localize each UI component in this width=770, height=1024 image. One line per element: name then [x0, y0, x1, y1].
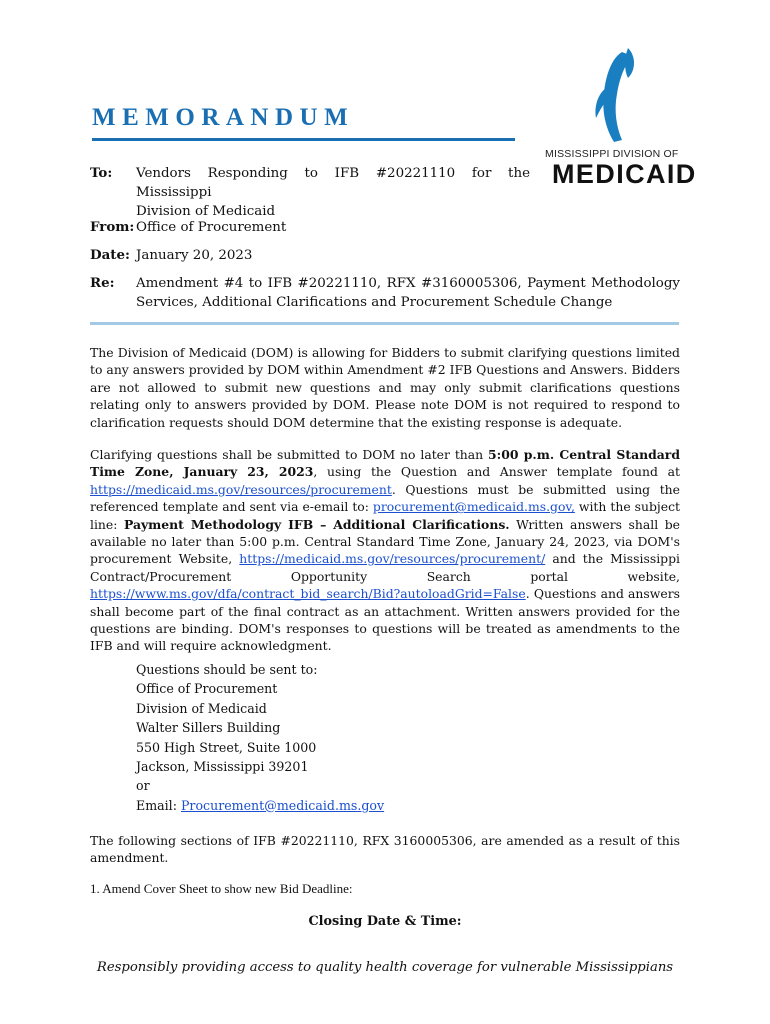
clarifying-paragraph — [90, 446, 680, 655]
title-divider — [92, 138, 515, 141]
address-email-line — [136, 796, 384, 815]
address-line-6: Jackson, Mississippi 39201 — [136, 759, 309, 775]
re-label: Re: — [90, 275, 115, 291]
to-field — [90, 164, 530, 219]
contact-address — [136, 660, 384, 815]
to-line-1: Vendors Responding to IFB #20221110 for the Mississippi — [136, 166, 530, 200]
header-divider — [90, 322, 679, 325]
intro-paragraph: The Division of Medicaid (DOM) is allowing for Bidders to submit clarifying questions limited to any answers provided by DOM within Amendment #2 IFB Questions and Answers. Bidders are not allowed to submit new questions and may only submit clarifications questions relating only to answers provided by DOM. Please note DOM is not required to respond to clarification requests should DOM determine that the existing response is adequate. — [90, 345, 680, 430]
address-email-link[interactable]: Procurement@medicaid.ms.gov — [180, 797, 385, 813]
logo-top-line: MISSISSIPPI DIVISION OF — [545, 148, 679, 160]
p2-text-b: , using the Question and Answer template found at — [313, 464, 680, 480]
procurement-link-2[interactable]: https://medicaid.ms.gov/resources/procurement/ — [239, 551, 546, 567]
address-line-2: Office of Procurement — [136, 681, 278, 697]
p2-subject: Payment Methodology IFB – Additional Clarifications. — [123, 516, 510, 532]
from-value: Office of Procurement — [136, 220, 287, 235]
procurement-email-link[interactable]: procurement@medicaid.ms.gov, — [372, 499, 575, 515]
memo-title: MEMORANDUM — [92, 104, 355, 131]
address-line-1: Questions should be sent to: — [136, 662, 318, 677]
contract-search-link[interactable]: https://www.ms.gov/dfa/contract_bid_search/Bid?autoloadGrid=False — [90, 586, 526, 602]
p2-text-f: and the Mississippi Contract/Procurement Opportunity Search portal website, — [90, 551, 680, 584]
address-line-3: Division of Medicaid — [136, 700, 267, 716]
p2-text-d: with the subject line: — [90, 499, 680, 532]
email-label: Email: — [136, 797, 181, 813]
date-field — [90, 246, 390, 266]
p2-text-c: . Questions must be submitted using the referenced template and sent via e-email to: — [90, 481, 680, 515]
p2-text-a: Clarifying questions shall be submitted to DOM no later than — [90, 447, 489, 462]
p2-text-g: . Questions and answers shall become part of the final contract as an attachment. Written answers provided for the questions are binding. DOM's responses to questions will be treated as amendments to the IFB and will require acknowledgment. — [90, 586, 680, 654]
p2-text-e: Written answers shall be available no later than 5:00 p.m. Central Standard Time Zone, January 24, 2023, via DOM's procurement Website, — [90, 516, 681, 567]
re-field — [90, 274, 680, 314]
re-line-1: Amendment #4 to IFB #20221110, RFX #3160005306, Payment Methodology — [136, 276, 680, 291]
from-label: From: — [90, 219, 135, 235]
amended-sections-paragraph: The following sections of IFB #20221110, RFX 3160005306, are amended as a result of this amendment. — [90, 833, 680, 866]
medicaid-figure-icon — [592, 48, 638, 144]
from-field — [90, 218, 390, 238]
address-line-4: Walter Sillers Building — [136, 720, 281, 736]
logo-brand: MEDICAID — [552, 159, 697, 189]
date-value: January 20, 2023 — [136, 248, 253, 263]
date-label: Date: — [90, 247, 130, 263]
procurement-link[interactable]: https://medicaid.ms.gov/resources/procurement — [90, 481, 392, 497]
footer-tagline: Responsibly providing access to quality health coverage for vulnerable Mississippians — [96, 960, 674, 975]
amend-item-1: 1. Amend Cover Sheet to show new Bid Deadline: — [90, 881, 353, 896]
to-label: To: — [90, 165, 113, 181]
closing-date-heading: Closing Date & Time: — [308, 914, 462, 929]
address-line-7: or — [136, 778, 150, 794]
to-line-2: Division of Medicaid — [136, 204, 276, 219]
p2-deadline: 5:00 p.m. Central Standard Time Zone, January 23, 2023 — [90, 447, 680, 480]
re-line-2: Services, Additional Clarifications and Procurement Schedule Change — [136, 295, 613, 310]
address-line-5: 550 High Street, Suite 1000 — [136, 739, 317, 755]
medicaid-logo — [540, 48, 697, 193]
